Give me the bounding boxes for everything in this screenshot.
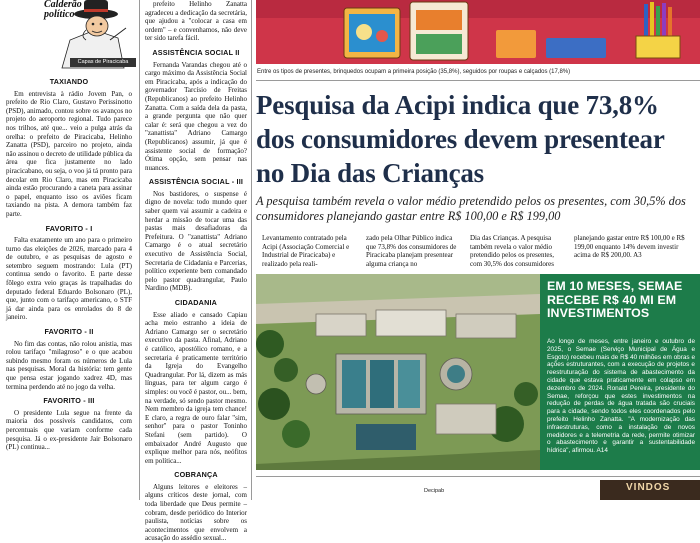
article-body-col-2: zado pela Olhar Público indica que 73,8% dos consumidores de Piracicaba planejam presentear alguma criança no <box>366 234 457 268</box>
paragraph: O presidente Lula segue na frente da maioria dos possíveis candidatos, com percentuais que variam conforme cada pesquisa. Já o ex-presidente Jair Bolsonaro (PL) continua... <box>6 408 132 452</box>
paragraph: Alguns leitores e eleitores – alguns críticos deste jornal, com toda liberdade que Deus permite – cobram, desde periódico do Interior paulista, notícias sobre os acontecimentos que envolvem a acusação do assédio sexual... <box>145 482 247 543</box>
section-heading: FAVORITO - III <box>43 396 95 406</box>
toys-illustration <box>256 0 700 64</box>
column-divider <box>251 0 252 500</box>
cartoon-box <box>0 0 136 68</box>
column-2 <box>145 0 247 543</box>
paragraph: Esse aliado e cansado Capiau acha meio estranho a ideia de Adriano Camargo ser o secretário executivo da pasta. Afinal, Adriano é católico, apostólico romano, e a secretaria é praticamente território da Igreja do Evangelho Quadrangular. Por lá, dizem as más línguas, para ter algum cargo é simples: ou você é pastor, ou... bem, na verdade, só sendo pastor mesmo. Nem membro da igreja tem chance! E claro, a regra de ouro falar "sim, senhor" para o pastor Toninho Stefani (sem partido). O embaixador André Augusto que explique melhor para nós, neófitos em política... <box>145 310 247 465</box>
photo-caption: Entre os tipos de presentes, brinquedos ocupam a primeira posição (35,8%), seguidos por roupas e calçados (17,8%) <box>257 69 571 75</box>
bottom-ad <box>600 480 700 500</box>
article-body-col-3: Dia das Crianças. A pesquisa também revela o valor médio pretendido pelos os presentes, com 30,5% dos consumidores <box>470 234 554 268</box>
bottom-caption: Decipab <box>424 488 445 494</box>
subhead: A pesquisa também revela o valor médio pretendido pelos os presentes, com 30,5% dos consumidores planejando gastar entre R$ 100,00 e R$ 199,00 <box>256 194 686 223</box>
paragraph: prefeito Helinho Zanatta agradeceu a dedicação da secretária, que ajudou a "colocar a casa em ordem" – e convenhamos, não deve ter sido tarefa fácil. <box>145 0 247 43</box>
section-heading: ASSISTÊNCIA SOCIAL - III <box>148 177 244 187</box>
column-divider <box>139 0 140 500</box>
section-heading: TAXIANDO <box>49 77 89 86</box>
cartoon-signature: Capas de Piracicaba <box>70 58 136 67</box>
semae-body: Ao longo de meses, entre janeiro e outubro de 2025, o Semae (Serviço Municipal de Água e Esgoto) recebeu mais de R$ 40 milhões em obras e ações estruturantes, com a execução de projetos e reestruturação do sistema de abastecimento da cidade que estava praticamente em colapso em dezembro de 2024. Ronald Pereira, presidente do Semae, reforçou que estes investimentos na redução de perdas de água tratada são cruciais para a cidade, sendo todos eles coordenados pelo prefeito Helinho Zanatta. "A modernização das infraestruturas, como a instalação de novos medidores e a telemetria da rede, permite otimizar o abastecimento e garantir a sustentabilidade hídrica", afirmou. A14 <box>547 338 695 455</box>
column-1 <box>6 72 132 500</box>
headline: Pesquisa da Acipi indica que 73,8% dos consumidores devem presentear no Dia das Crianças <box>256 90 665 188</box>
bottom-rule <box>256 476 700 477</box>
paragraph: Fernanda Varandas chegou até o cargo máximo da Assistência Social em Piracicaba, após a indicação do governador Tarcísio de Freitas (Republicanos) ao prefeito Helinho Zanatta. Com a saída dela da pasta, a grande pergunta que não quer calar é: será que chegou a vez do "zanattista" Adriano Camargo (Republicanos) assumir, já que é assistente social de formação? Ótima opção, sem pensar nas nuances. <box>145 60 247 172</box>
section-heading: COBRANÇA <box>174 470 218 480</box>
cartoon-title: Calderão político <box>44 0 82 20</box>
toys-photo <box>256 0 700 64</box>
bottom-ad-text: VINDOS <box>626 482 671 493</box>
paragraph: Em entrevista à rádio Jovem Pan, o prefeito de Rio Claro, Gustavo Perissinotto (PSD), animado, contou sobre os avanços no projeto do aeroporto regional. Tudo parece nos trilhos, até que... veio a pulga atrás da orelha: o prefeito de Piracicaba, Helinho Zanatta (PSD), parceiro no projeto, ainda não assinou o decreto de utilidade pública da área que fica justamente no lado piracicabano, ou seja, o voo já tá pronto para decolar em Rio Claro, mas em Piracicaba ainda estão procurando a caneta para assinar o papel, enquanto isso os aviões ficam taxiando na pista. A demora também faz parte. <box>6 89 132 218</box>
water-plant-illustration <box>256 274 540 470</box>
semae-box <box>540 274 700 470</box>
semae-aerial-photo <box>256 274 540 470</box>
paragraph: Nos bastidores, o suspense é digno de novela: todo mundo quer saber quem vai assumir a cadeira e herdar a missão de tocar uma das pastas mais desafiadoras da Prefeitura. O "zanattista" Adriano Camargo é o atual secretário executivo de Assistência Social, Secretaria de Cidadania e Parcerias, político experiente bem comandado pelo pastor quadrangular, Paulo Nardino (MDB). <box>145 189 247 293</box>
section-heading: FAVORITO - II <box>44 327 94 337</box>
section-heading: FAVORITO - I <box>45 223 93 233</box>
section-heading: CIDADANIA <box>174 298 218 307</box>
section-rule <box>256 80 700 81</box>
paragraph: No fim das contas, não rolou anistia, mas rolou tarifaço "milagroso" e o que acabou subindo mesmo foram os números de Lula nas pesquisas. Moral da história: tem gente que pensa estar jogando xadrez 4D, mas termina perdendo até no jogo da velha. <box>6 339 132 391</box>
semae-title: EM 10 MESES, SEMAE RECEBE R$ 40 MI EM INVESTIMENTOS <box>547 279 683 320</box>
section-heading: ASSISTÊNCIA SOCIAL II <box>152 47 240 57</box>
article-body-col-1: Levantamento contratado pela Acipi (Associação Comercial e Industrial de Piracicaba) e realizado pela reali- <box>262 234 350 268</box>
paragraph: Falta exatamente um ano para o primeiro turno das eleições de 2026, marcado para 4 de outubro, e as pesquisas de agosto e setembro seguem mostrando: Lula (PT) continua sendo o favorito. E parte desse fôlego extra veio graças às trapalhadas do deputado federal Eduardo Bolsonaro (PL), que, junto com o tarifaço americano, o STF já dar ainda para os enrolados do 8 de janeiro. <box>6 236 132 322</box>
article-body-col-4: planejando gastar entre R$ 100,00 e R$ 199,00 enquanto 14% devem investir acima de R$ 200,00. A3 <box>574 234 685 260</box>
